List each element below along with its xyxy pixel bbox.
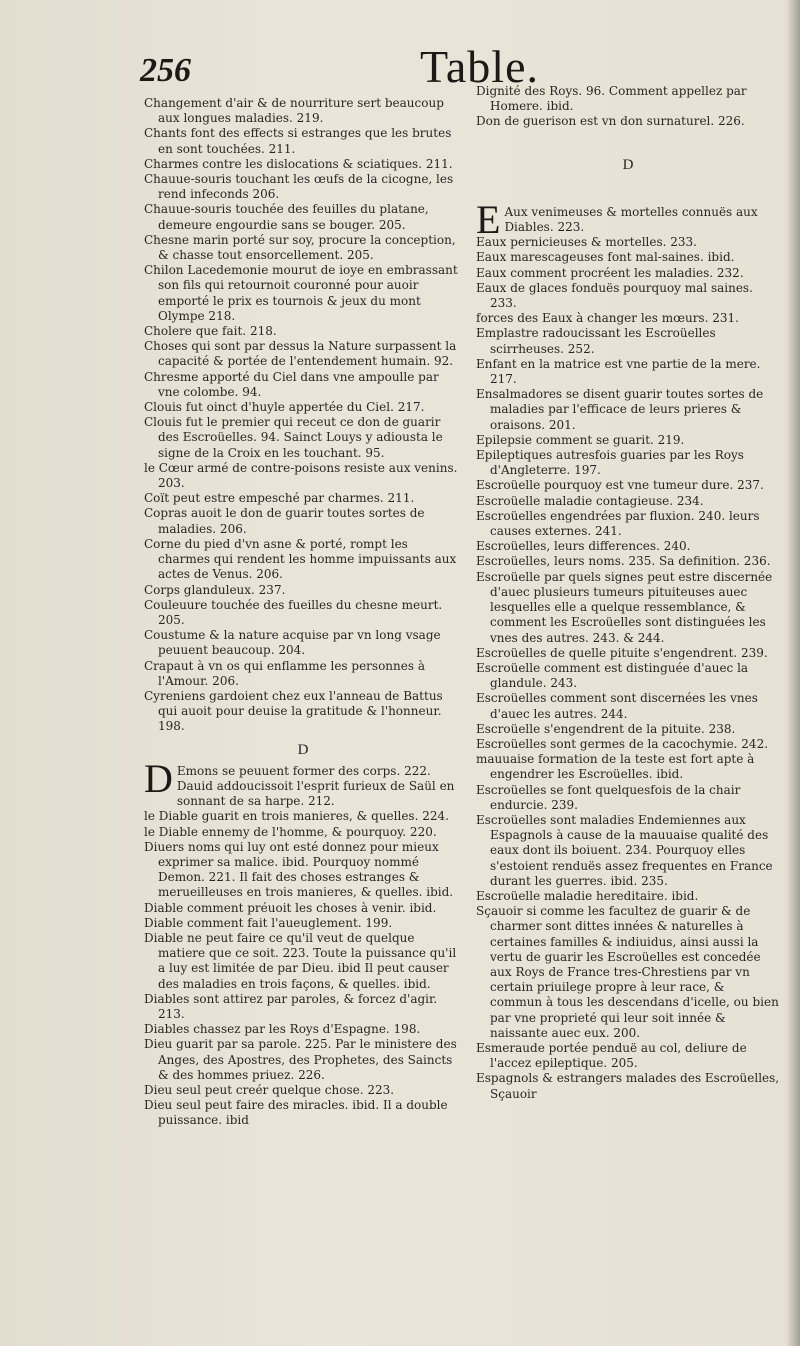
index-entry: Escroüelles sont maladies Endemiennes aux Espagnols à cause de la mauuaise qualité des eaux dont ils boiuent. 234. Pourquoy elles s'estoient renduës assez frequentes en France durant les guerres. ibid. 235. [476,812,773,888]
index-entry: Choses qui sont par dessus la Nature surpassent la capacité & portée de l'entendement humain. 92. [144,339,457,369]
index-entry: le Diable guarit en trois manieres, & quelles. 224. [144,809,449,824]
index-entry: Chauue-souris touchée des feuilles du platane, demeure engourdie sans se bouger. 205. [144,202,429,232]
index-entry: Eaux de glaces fonduës pourquoy mal saines. 233. [476,280,753,311]
index-entry: mauuaise formation de la teste est fort apte à engendrer les Escroüelles. ibid. [476,752,755,782]
index-entry: Escroüelles sont germes de la cacochymie. 242. [476,736,769,751]
index-entry: Charmes contre les dislocations & sciatiques. 211. [144,156,453,171]
index-entry: Dieu seul peut creér quelque chose. 223. [144,1083,395,1097]
page-edge-shadow [786,0,800,1346]
index-entry: Diables sont attirez par paroles, & forcez d'agir. 213. [144,991,438,1021]
index-entry: Diables chassez par les Roys d'Espagne. 198. [144,1022,421,1037]
index-entry: Escroüelle pourquoy est vne tumeur dure. 237. [476,478,764,493]
section-start [144,755,462,810]
index-entry: Dieu seul peut faire des miracles. ibid. Il a double puissance. ibid [144,1098,448,1128]
index-entry: Diable comment préuoit les choses à venir. ibid. [144,900,437,915]
index-entry: Escroüelles de quelle pituite s'engendrent. 239. [476,645,768,660]
index-entry: Emons se peuuent former des corps. 222. Dauid addoucissoit l'esprit furieux de Saül en sonnant de sa harpe. 212. [176,763,455,809]
index-entry: Eaux comment procréent les maladies. 232. [476,265,744,280]
drop-cap: E [476,196,501,242]
index-entry: Corne du pied d'vn asne & porté, rompt les charmes qui rendent les homme impuissants aux actes de Venus. 206. [144,536,457,582]
index-entry: Corps glanduleux. 237. [144,582,286,597]
index-entry: Don de guerison est vn don surnaturel. 226. [476,114,745,129]
index-entry: Dieu guarit par sa parole. 225. Par le ministere des Anges, des Apostres, des Prophetes, des Saincts & des hommes priuez. 226. [144,1037,457,1082]
section-letter: D [297,741,309,758]
index-entry: Chilon Lacedemonie mourut de ioye en embrassant son fils qui retournoit couronné pour auoir emporté le prix es tournois & jeux du mont Olympe 218. [144,263,458,323]
index-entry: Cyreniens gardoient chez eux l'anneau de Battus qui auoit pour deuise la gratitude & l'honneur. 198. [144,688,443,734]
index-entry: Escroüelles, leurs differences. 240. [476,539,691,554]
index-entry: Enfant en la matrice est vne partie de la mere. 217. [476,356,761,387]
index-entry: Esmeraude portée penduë au col, deliure de l'accez epileptique. 205. [476,1040,747,1071]
index-entry: Coït peut estre empesché par charmes. 211. [144,491,415,506]
index-entry: Escroüelles comment sont discernées les vnes d'auec les autres. 244. [476,691,758,721]
section-letter: D [622,156,634,173]
index-entry: Chants font des effects si estranges que les brutes en sont touchées. 211. [144,126,452,156]
index-entry: Crapaut à vn os qui enflamme les personnes à l'Amour. 206. [144,658,425,688]
index-entry: Coustume & la nature acquise par vn long vsage peuuent beaucoup. 204. [144,628,441,658]
index-entry: Escroüelles, leurs noms. 235. Sa definition. 236. [476,554,771,569]
index-entry: Emplastre radoucissant les Escroüelles scirrheuses. 252. [476,326,716,356]
index-entry: Sçauoir si comme les facultez de guarir & de charmer sont dittes innées & naturelles à certaines familles & indiuidus, ainsi aussi la vertu de guarir les Escroüelles est concedée aux Roys de France tres-Chrestiens par vn certain priuilege propre à leur race, & commun à tous les descendans d'icelle, ou bien par vne proprieté qui leur soit innée & naissante auec eux. 200. [476,904,779,1040]
index-entry: forces des Eaux à changer les mœurs. 231. [476,311,739,326]
index-entry: Escroüelle comment est distinguée d'auec la glandule. 243. [476,660,749,691]
index-entry: Clouis fut le premier qui receut ce don de guarir des Escroüelles. 94. Sainct Louys y adiousta le signe de la Croix en les touchant. 95. [144,415,443,460]
index-entry: Diuers noms qui luy ont esté donnez pour mieux exprimer sa malice. ibid. Pourquoy nommé Demon. 221. Il fait des choses estranges & merueilleuses en trois manieres, & quelles. ibid. [144,839,454,900]
index-entry: Chesne marin porté sur soy, procure la conception, & chasse tout ensorcellement. 205. [144,232,456,263]
index-entry: Aux venimeuses & mortelles connuës aux Diables. 223. [504,204,758,235]
index-entry: Eaux marescageuses font mal-saines. ibid. [476,250,735,265]
index-entry: Diable ne peut faire ce qu'il veut de quelque matiere que ce soit. 223. Toute la puissance qu'il a luy est limitée de par Dieu. ibid Il peut causer des maladies en trois façons, & quelles. ibid. [144,930,457,991]
index-entry: Copras auoit le don de guarir toutes sortes de maladies. 206. [144,506,425,536]
index-entry: Changement d'air & de nourriture sert beaucoup aux longues maladies. 219. [144,96,444,126]
page-number: 256 [140,52,191,89]
index-entry: Escroüelle par quels signes peut estre discernée d'auec plusieurs tumeurs pituiteuses auec lesquelles elle a quelque ressemblance, & comment les Escroüelles sont distinguées les vnes des autres. 243. & 244. [476,569,773,645]
index-entry: Espagnols & estrangers malades des Escroüelles, Sçauoir [476,1071,780,1101]
index-entry: Clouis fut oinct d'huyle appertée du Ciel. 217. [144,400,425,415]
index-entry: Dignité des Roys. 96. Comment appellez par Homere. ibid. [476,84,747,114]
index-entry: Chauue-souris touchant les œufs de la cicogne, les rend infeconds 206. [144,172,454,202]
right-column [476,84,780,1102]
index-entry: Eaux pernicieuses & mortelles. 233. [476,235,697,250]
page-title: Table. [420,41,540,92]
drop-cap: D [144,755,173,801]
index-entry: Epilepsie comment se guarit. 219. [476,432,685,447]
left-column [144,84,462,1129]
index-entry: le Cœur armé de contre-poisons resiste aux venins. 203. [144,460,458,491]
index-entry: Chresme apporté du Ciel dans vne ampoulle par vne colombe. 94. [144,369,439,399]
section-start [476,196,780,242]
index-entry: Escroüelle maladie contagieuse. 234. [476,493,704,508]
index-entry: Ensalmadores se disent guarir toutes sortes de maladies par l'efficace de leurs prieres & oraisons. 201. [476,387,764,432]
index-entry: Escroüelles se font quelquesfois de la chair endurcie. 239. [476,782,741,812]
index-entry: Escroüelle s'engendrent de la pituite. 238. [476,721,736,736]
index-entry: Escroüelle maladie hereditaire. ibid. [476,888,699,903]
index-entry: Cholere que fait. 218. [144,324,277,339]
index-entry: Diable comment fait l'aueuglement. 199. [144,915,393,930]
index-entry: le Diable ennemy de l'homme, & pourquoy. 220. [144,824,437,839]
index-entry: Epileptiques autresfois guaries par les Roys d'Angleterre. 197. [476,448,744,478]
index-entry: Couleuure touchée des fueilles du chesne meurt. 205. [144,597,443,627]
index-entry: Escroüelles engendrées par fluxion. 240. leurs causes externes. 241. [476,508,760,539]
